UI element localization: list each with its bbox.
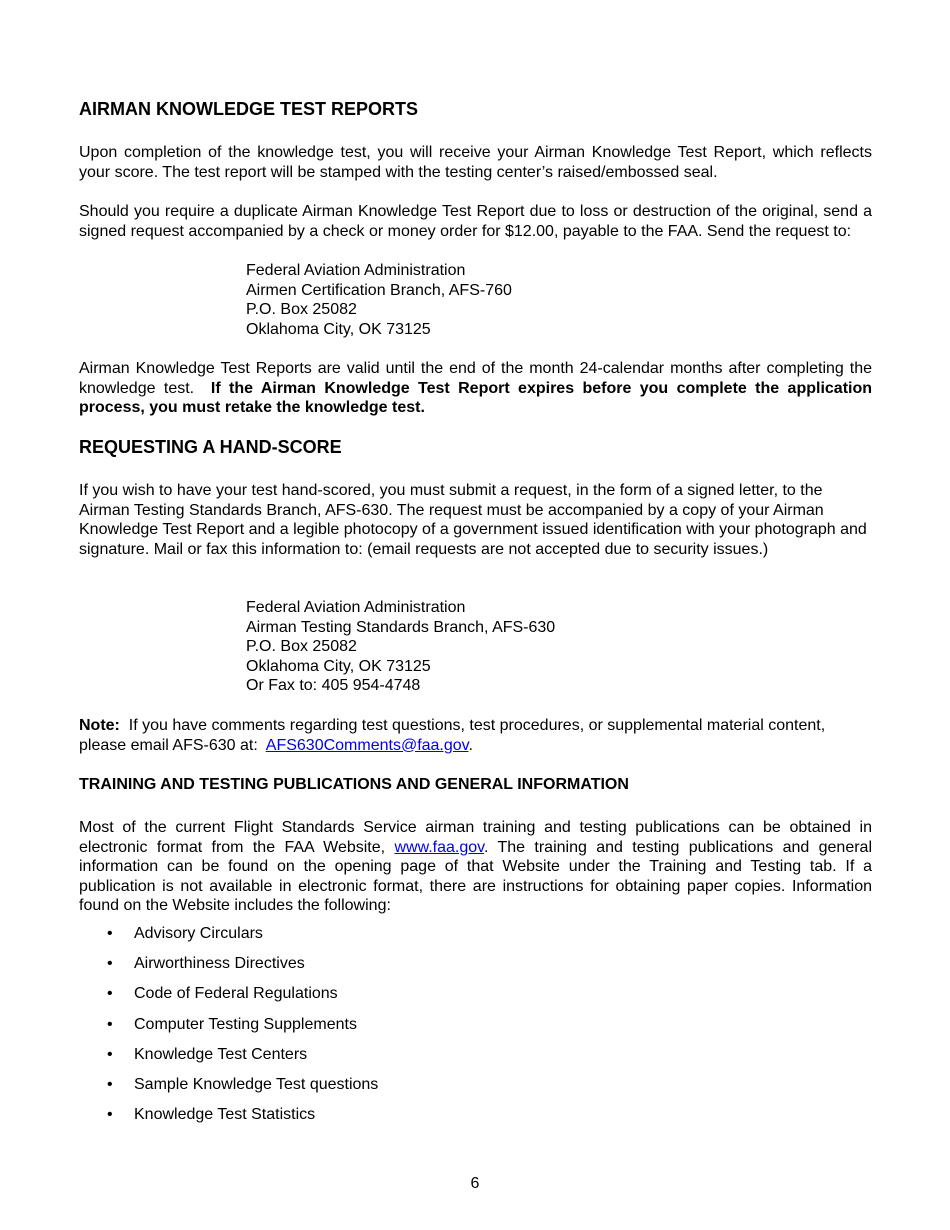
note-end: . xyxy=(468,736,473,754)
list-item xyxy=(79,1105,779,1135)
bullet-icon: • xyxy=(107,955,113,973)
bullet-icon: • xyxy=(107,925,113,942)
publications-text-start: Most of the current Flight Standards Service airman training and testing publications can be obtained in electronic format from the FAA Website, xyxy=(79,819,872,856)
paragraph-publications xyxy=(79,818,872,916)
note-label: Note: xyxy=(79,717,120,734)
heading-publications: TRAINING AND TESTING PUBLICATIONS AND GENERAL INFORMATION xyxy=(79,776,629,793)
address-line: P.O. Box 25082 xyxy=(246,301,357,318)
list-item-label: Knowledge Test Statistics xyxy=(134,1106,316,1124)
list-item-label: Code of Federal Regulations xyxy=(134,985,338,1003)
page-number: 6 xyxy=(470,1175,480,1192)
heading-hand-score: REQUESTING A HAND-SCORE xyxy=(79,437,342,457)
paragraph-test-report-receipt: Upon completion of the knowledge test, you will receive your Airman Knowledge Test Report, which reflects your score. The test report will be stamped with the testing center’s raised/embossed seal. xyxy=(79,144,872,181)
paragraph-validity xyxy=(79,359,872,418)
address-line: Federal Aviation Administration xyxy=(246,599,466,616)
list-item-label: Knowledge Test Centers xyxy=(134,1045,308,1063)
list-item xyxy=(79,954,779,984)
list-item xyxy=(79,1045,779,1075)
list-item-label: Computer Testing Supplements xyxy=(134,1015,357,1033)
bullet-icon: • xyxy=(107,985,113,1003)
paragraph-duplicate-request: Should you require a duplicate Airman Knowledge Test Report due to loss or destruction of the original, send a signed request accompanied by a check or money order for $12.00, payable to the FAA. Send the request to: xyxy=(79,203,872,240)
paragraph-hand-score-request: If you wish to have your test hand-scored, you must submit a request, in the form of a signed letter, to the Airman Testing Standards Branch, AFS-630. The request must be accompanied by a copy of your Airman Knowledge Test Report and a legible photocopy of a government issued identification with your photograph and signature. Mail or fax this information to: (email requests are not accepted due to security issues.) xyxy=(79,482,867,558)
list-item-label: Sample Knowledge Test questions xyxy=(134,1075,379,1093)
list-item xyxy=(79,1075,779,1105)
address-line: Oklahoma City, OK 73125 xyxy=(246,657,431,675)
address-line: Airman Testing Standards Branch, AFS-630 xyxy=(246,618,556,636)
address-block-afs-760 xyxy=(246,261,512,339)
publications-text-end: . The training and testing publications and general information can be found on the opening page of that Website under the Training and Testing tab. If a publication is not available in electronic format, there are instructions for obtaining paper copies. Information found on the Website includes the following: xyxy=(79,838,873,914)
list-item-label: Airworthiness Directives xyxy=(134,955,305,973)
list-item xyxy=(79,1015,779,1045)
bullet-icon: • xyxy=(107,1106,113,1124)
validity-text: Airman Knowledge Test Reports are valid until the end of the month 24-calendar months after completing the knowledge test. xyxy=(79,360,872,397)
validity-warning: If the Airman Knowledge Test Report expires before you complete the application process, you must retake the knowledge test. xyxy=(79,379,873,416)
address-block-afs-630 xyxy=(246,598,555,696)
paragraph-note xyxy=(79,716,872,755)
address-line: P.O. Box 25082 xyxy=(246,638,357,655)
faa-website-link[interactable]: www.faa.gov xyxy=(394,838,484,856)
address-line: Oklahoma City, OK 73125 xyxy=(246,320,431,338)
bullet-icon: • xyxy=(107,1075,113,1093)
list-item xyxy=(79,924,779,954)
address-line: Federal Aviation Administration xyxy=(246,262,466,279)
address-line: Airmen Certification Branch, AFS-760 xyxy=(246,281,512,299)
list-item xyxy=(79,984,779,1014)
bullet-icon: • xyxy=(107,1015,113,1033)
list-item-label: Advisory Circulars xyxy=(134,925,263,942)
website-contents-list xyxy=(79,924,779,1135)
address-line: Or Fax to: 405 954-4748 xyxy=(246,677,421,694)
email-link-afs630[interactable]: AFS630Comments@faa.gov xyxy=(265,736,469,754)
note-text: If you have comments regarding test questions, test procedures, or supplemental material content, please email AFS-630 at: xyxy=(79,717,826,754)
heading-test-reports: AIRMAN KNOWLEDGE TEST REPORTS xyxy=(79,99,419,119)
bullet-icon: • xyxy=(107,1045,113,1063)
